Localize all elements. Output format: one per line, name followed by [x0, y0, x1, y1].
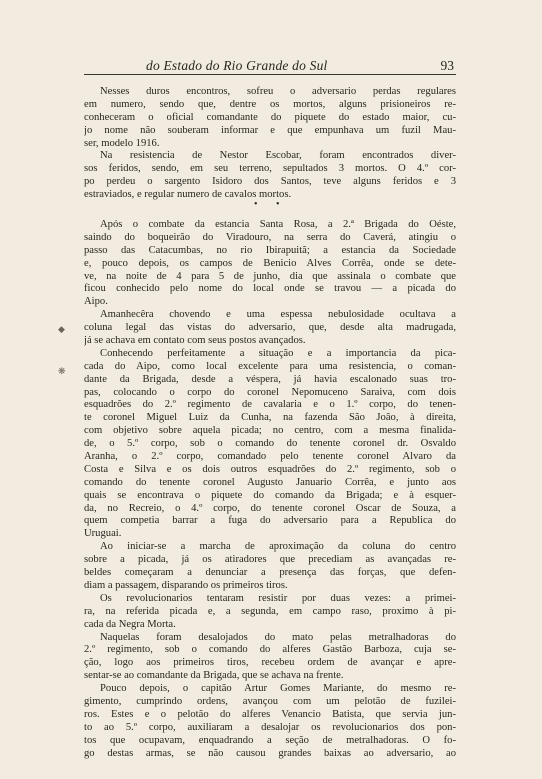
running-header: [84, 58, 456, 75]
text-line: coluna legal das vistas do adversario, que, desde alta madrugada,: [84, 322, 456, 334]
text-line: go destas armas, se não causou grandes baixas ao adversario, ao: [84, 747, 456, 759]
margin-mark: ◆: [58, 324, 65, 334]
text-line: de, o 5.º corpo, sob o comando do tenente coronel dr. Osvaldo: [84, 438, 456, 450]
text-line: Na resistencia de Nestor Escobar, foram encontrados diver-: [100, 150, 456, 162]
text-line: Conhecendo perfeitamente a situação e a importancia da pica-: [100, 347, 456, 359]
text-line: tos que ocupavam, enquadrando a seção de metralhadoras. O fo-: [84, 734, 456, 746]
text-line: sentar-se ao comandante da Brigada, que se achava na frente.: [84, 670, 344, 682]
text-line: sobre a picada, já os atiradores que precediam as avançadas re-: [84, 554, 456, 566]
text-line: Pouco depois, o capitão Artur Gomes Mariante, do mesmo re-: [100, 683, 456, 695]
running-title: do Estado do Rio Grande do Sul: [146, 58, 328, 73]
text-line: ra, na referida picada e, a segunda, em campo raso, proximo à pi-: [84, 605, 456, 617]
text-line: beldes começaram a denunciar a presença das forças, que defen-: [84, 567, 456, 579]
margin-mark: ❋: [58, 366, 66, 376]
text-line: quais se encontrava o piquete do comando da Brigada; e à esquer-: [84, 489, 456, 501]
text-line: Costa e Silva e os dois outros esquadrões do 2.º regimento, sob o: [84, 463, 456, 475]
text-line: Naquelas foram desalojados do mato pelas metralhadoras do: [100, 631, 456, 643]
text-line: e, pouco depois, os campos de Benicio Alves Corrêa, onde se dete-: [84, 257, 456, 269]
text-line: em numero, sendo que, dentre os mortos, alguns prisioneiros re-: [84, 98, 456, 110]
text-line: po perdeu o sargento Isidoro dos Santos, teve alguns feridos e 3: [84, 176, 456, 188]
paragraph-block-1: [84, 86, 456, 202]
text-line: Ao iniciar-se a marcha de aproximação da coluna do centro: [100, 541, 456, 553]
section-separator: • •: [254, 199, 288, 210]
text-line: ção, logo aos primeiros tiros, recebeu ordem de avançar e apre-: [84, 657, 456, 669]
text-line: ve, na noite de 4 para 5 de junho, dia que assinala o combate que: [84, 270, 456, 282]
text-line: conheceram o oficial comandante do piquete do estado maior, cu-: [84, 111, 456, 123]
text-line: Amanhecêra chovendo e uma espessa nebulosidade ocultava a: [100, 309, 456, 321]
paragraph-block-2: [84, 219, 456, 760]
text-line: Uruguai.: [84, 528, 122, 540]
text-line: saindo do boqueirão do Viradouro, na serra do Caverá, atingiu o: [84, 231, 456, 243]
text-line: jo nome não souberam informar e que empunhava um fuzil Mau-: [84, 124, 456, 136]
text-line: passo das Catacumbas, no rio Ibirapuitã; a estancia da Sociedade: [84, 244, 456, 256]
text-line: to ao 5.º corpo, auxiliaram a desalojar os revolucionarios dos pon-: [84, 721, 456, 733]
text-line: Após o combate da estancia Santa Rosa, a 2.ª Brigada do Oéste,: [100, 219, 456, 230]
text-line: Os revolucionarios tentaram resistir por duas vezes: a primei-: [100, 592, 456, 604]
text-line: dante da Brigada, desde a véspera, já havia escalonado suas tro-: [84, 373, 456, 385]
text-line: te coronel Miguel Luiz da Cunha, na fazenda São João, à direita,: [84, 412, 456, 424]
text-line: diam a passagem, disparando os primeiros tiros.: [84, 579, 288, 591]
text-line: Aipo.: [84, 296, 108, 308]
text-line: Nesses duros encontros, sofreu o adversario perdas regulares: [100, 86, 456, 97]
text-line: gimento, cumprindo ordens, avançou com um pelotão de fuzilei-: [84, 695, 456, 707]
text-line: quem competia barrar a fuga do adversario para a Republica do: [84, 515, 456, 527]
text-line: 2.º regimento, sob o comando do alferes Gastão Barboza, cuja se-: [84, 644, 456, 656]
text-line: da, no Recreio, o 4.º corpo, do tenente coronel Oscar de Souza, a: [84, 502, 456, 514]
text-line: esquadrões do 2.º regimento de cavalaria e o 1.º corpo, do tenen-: [84, 399, 456, 411]
text-line: Aranha, o 2.º corpo, comandado pelo tenente coronel Alvaro da: [84, 451, 456, 463]
text-line: ficou conhecido pelo nome do local onde se travou — a picada do: [84, 283, 456, 295]
text-line: ros. Estes e o pelotão do alferes Venancio Batista, que servia jun-: [84, 708, 456, 720]
text-line: estraviados, e regular numero de cavalos mortos.: [84, 189, 292, 201]
text-line: sos feridos, sendo, em seu terreno, sepultados 3 mortos. O 4.º cor-: [84, 163, 456, 175]
text-line: ser, modelo 1916.: [84, 137, 160, 149]
text-line: pas, colocando o corpo do coronel Nepomuceno Saraiva, com dois: [84, 386, 456, 398]
text-line: com objetivo sobre aquela picada; no centro, com a mesma finalida-: [84, 425, 456, 437]
text-line: cada da Negra Morta.: [84, 618, 176, 630]
text-line: comando do tenente coronel Augusto Januario Corrêa, e junto aos: [84, 476, 456, 488]
text-line: já se achava em contato com seus postos avançados.: [84, 335, 306, 347]
page-number: 93: [440, 58, 454, 73]
text-line: cada do Aipo, como local excelente para uma resistencia, o coman-: [84, 360, 456, 372]
